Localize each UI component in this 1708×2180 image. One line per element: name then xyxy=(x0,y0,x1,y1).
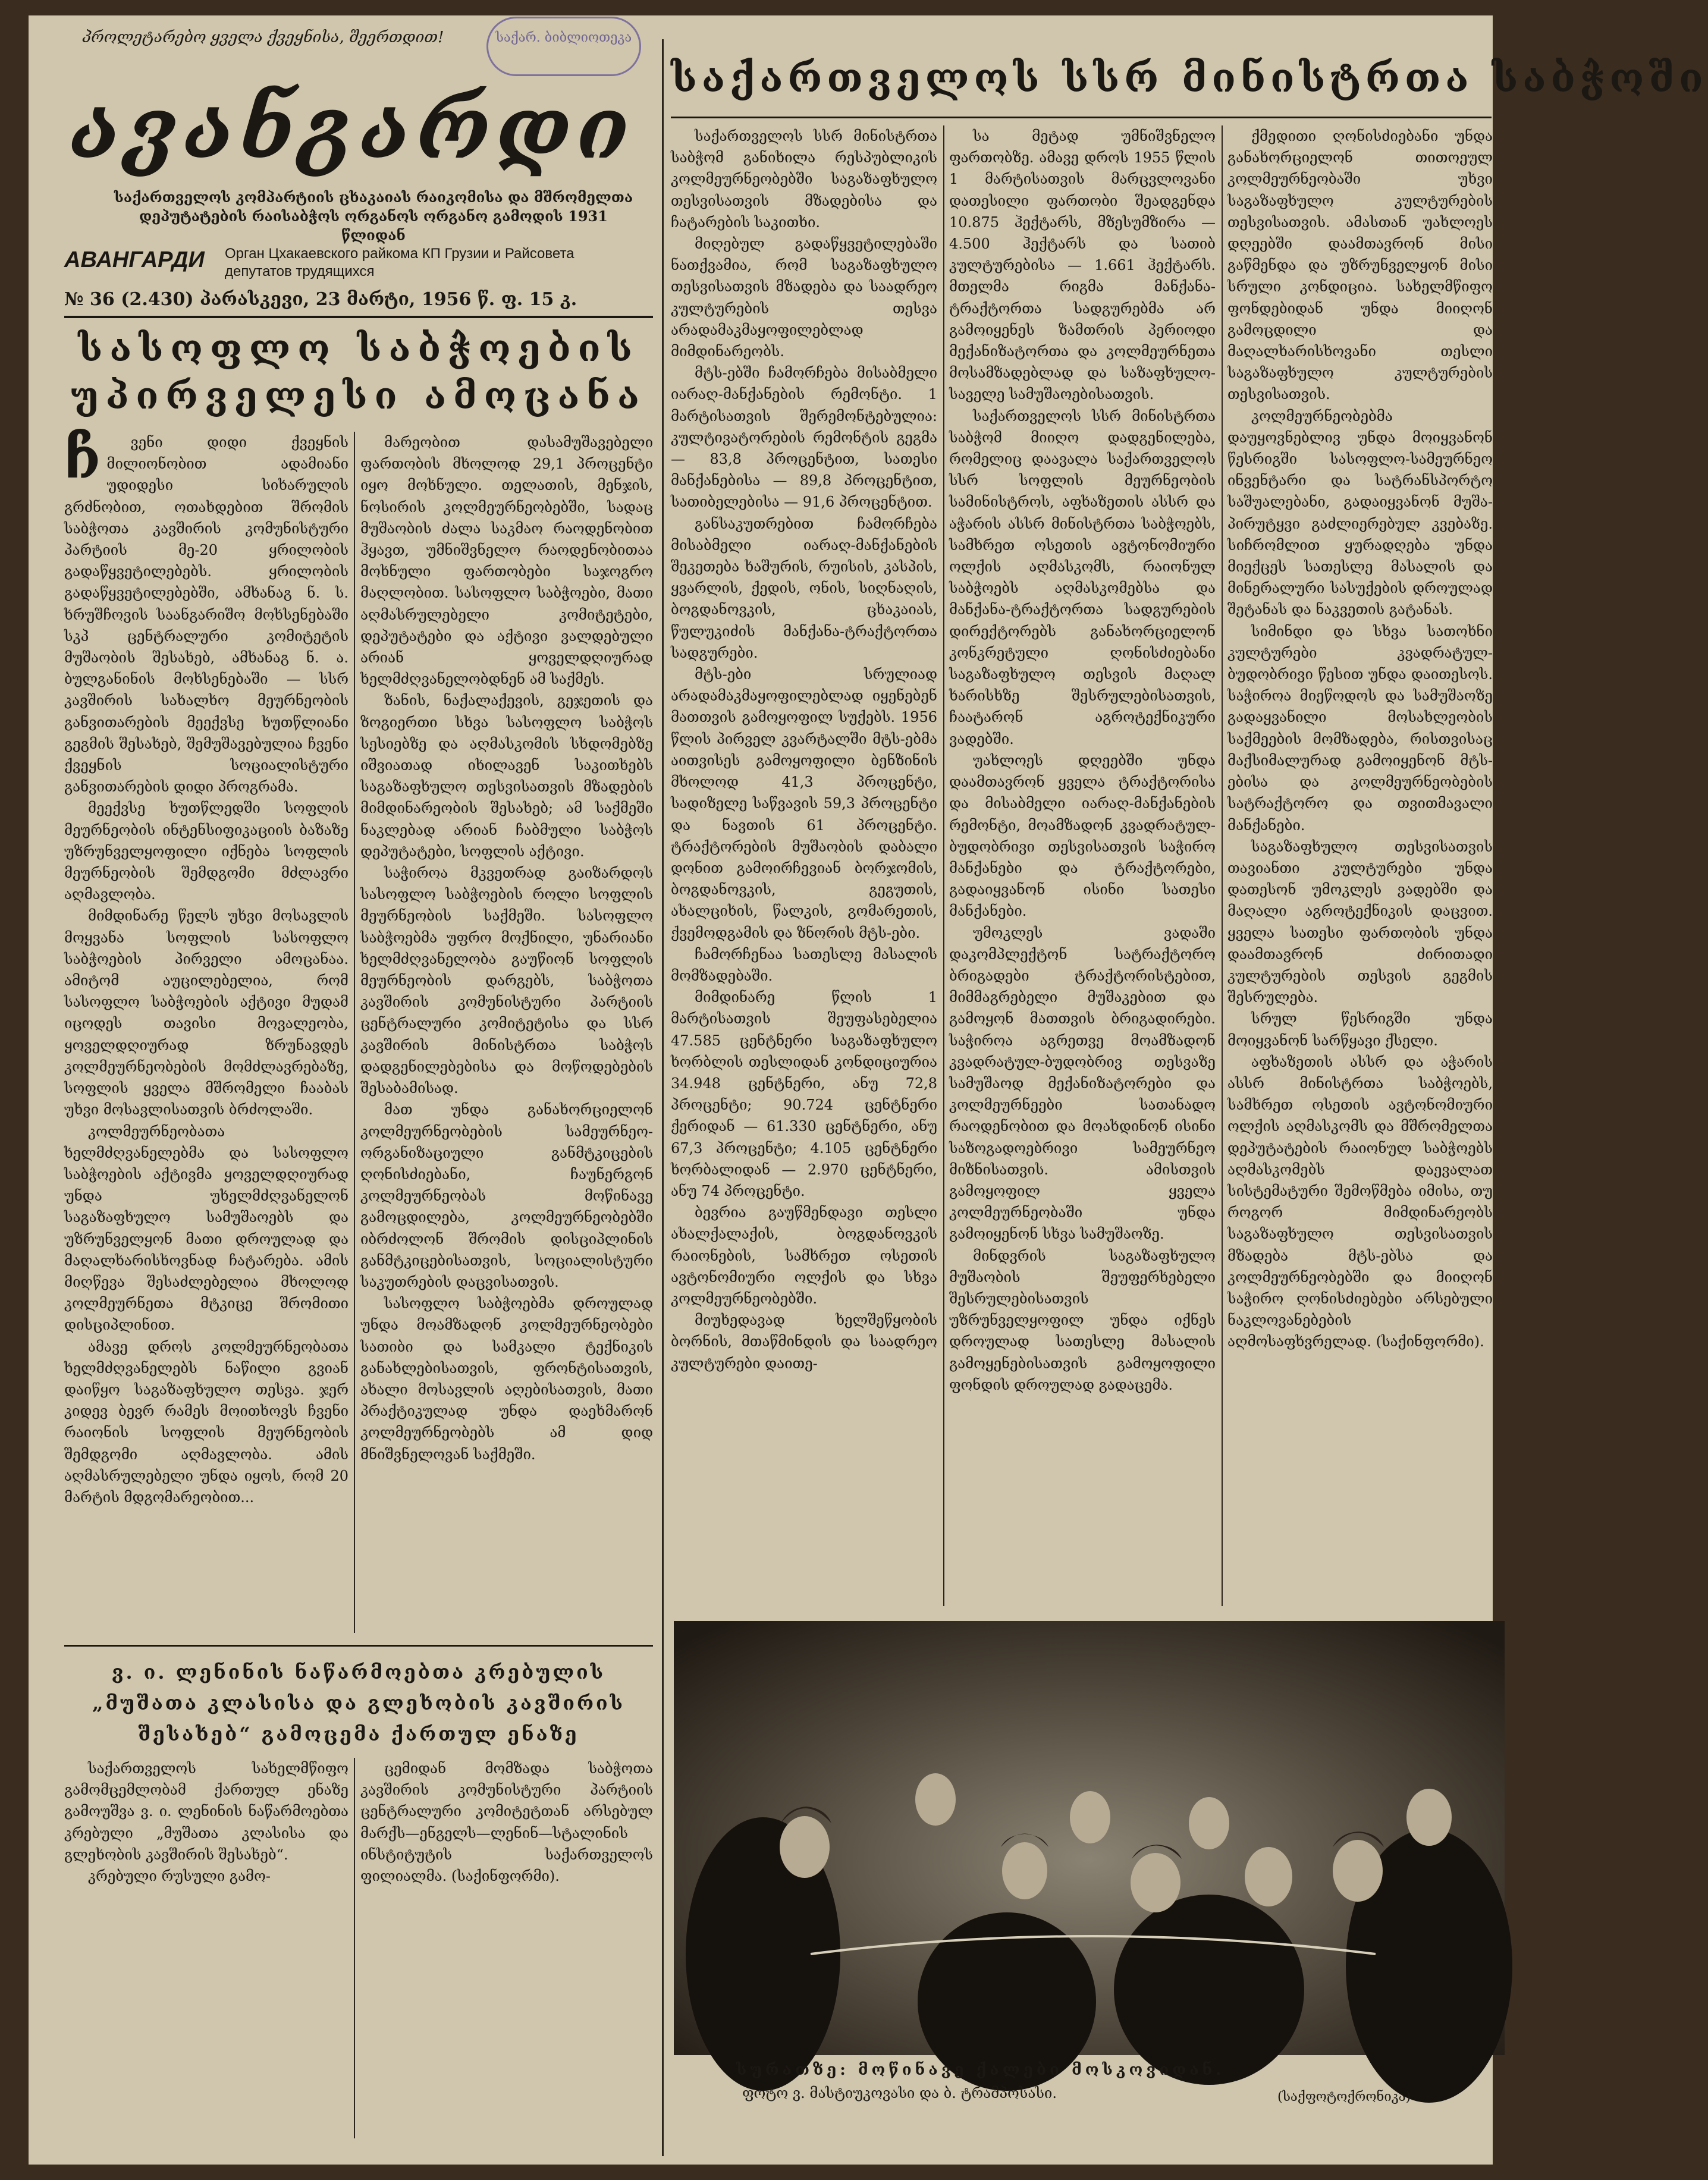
lead-article-paragraph: მათ უნდა განახორციელონ კოლმეურნეობების სამეურნეო-ორგანიზაციული განმტკიცების ღონისძიებანი, ჩაუნერგონ კოლმეურნეობას მოწინავე გამოცდილება, კოლმეურნეობებში იბრძოლონ შრომის დისციპლინის განმტკიცებისათვის, სოციალისტური საკუთრების დაცვისათვის. xyxy=(360,1101,653,1290)
header-rule xyxy=(64,316,653,318)
council-article-paragraph: ქმედითი ღონისძიებანი უნდა განახორციელონ თითოეულ კოლმეურნეობაში უხვი საგაზაფხულო კულტურების თესვისათვის. ამასთან უახლოეს დღეებში დაამთავრონ მისი გაწმენდა და უზრუნველყონ მისი სრული კონდიცია. სახელმწიფო ფონდებიდან უნდა მიიღონ გამოცდილი და მაღალხარისხოვანი თესლი საგაზაფხულო კულტურების თესვისათვის. xyxy=(1227,128,1493,403)
masthead-russian-subtitle: Орган Цхакаевского райкома КП Грузии и Райсовета депутатов трудящихся xyxy=(225,246,574,279)
lenin-article-paragraph: კრებული რუსული გამო- xyxy=(88,1868,271,1885)
council-article-paragraph: უახლოეს დღეებში უნდა დაამთავრონ ყველა ტრაქტორისა და მისაბმელი იარაღ-მანქანების რემონტი, მოამზადონ კვადრატულ-ბუდობრივი თესვისათვის საჭირო მანქანები და ტრაქტორები, გადაიყვანონ ისინი სათესი მანქანები. xyxy=(949,752,1216,920)
library-stamp xyxy=(486,17,641,76)
council-article-column-3 xyxy=(1227,125,1493,1606)
news-photo-image xyxy=(674,1621,1505,2055)
photo-source: (საქფოტოქრონიკა) xyxy=(1277,2090,1411,2104)
lenin-article-paragraph: საქართველოს სახელმწიფო გამომცემლობამ ქართულ ენაზე გამოუშვა ვ. ი. ლენინის ნაწარმოებთა კრებული „მუშათა კლასისა და გლეხობის კავშირის შესახებ“. xyxy=(64,1760,348,1863)
column-rule xyxy=(1222,125,1223,1606)
lead-article-paragraph: კოლმეურნეობათა ხელმძღვანელებმა და სასოფლო საბჭოების აქტივმა ყოველდღიურად უნდა უხელმძღვანელონ საგაზაფხულო სამუშაოებს და უზრუნველყონ მათი დროულად და მაღალხარისხოვნად ჩატარება. ამის მიღწევა შესაძლებელია მხოლოდ კოლმეურნეთა მტკიცე შრომითი დისციპლინით. xyxy=(64,1123,348,1334)
lenin-article-headline: ვ. ი. ლენინის ნაწარმოებთა კრებულის „მუშათა კლასისა და გლეხობის კავშირის შესახებ“ გამოცემა ქართულ ენაზე xyxy=(92,1661,625,1745)
lead-article-paragraph: მიმდინარე წელს უხვი მოსავლის მოყვანა სოფლის სასოფლო საბჭოების პირველი ამოცანაა. ამიტომ აუცილებელია, რომ სასოფლო საბჭოების აქტივი მუდამ იცოდეს თავისი მოვალეობა, ყოველდღიურად ზრუნავდეს კოლმეურნეობების მომძლავრებაზე, სოფლის ყველა მშრომელი ჩააბას უხვი მოსავლისათვის ბრძოლაში. xyxy=(64,907,348,1119)
council-article-paragraph: აფხაზეთის ასსრ და აჭარის ასსრ მინისტრთა საბჭოებს, სამხრეთ ოსეთის ავტონომიური ოლქის აღმასკომს და მშრომელთა დეპუტატების რაიონულ საბჭოებს აღმასკომებს დაევალათ სისტემატური შემოწმება იმისა, თუ როგორ მიმდინარეობს საგაზაფხულო თესვისათვის მზადება მტს-ებსა და კოლმეურნეობებში და მიიღონ საჭირო ღონისძიებები არსებული ნაკლოვანებების აღმოსაფხვრელად. (საქინფორმი). xyxy=(1227,1053,1493,1350)
council-article-column-1 xyxy=(671,125,937,1606)
lead-article-paragraph: ზანის, ნაქალაქევის, გეჯეთის და ზოგიერთი სხვა სასოფლო საბჭოს სესიებზე და აღმასკომის სხდომებზე იშვიათად იხილავენ საკითხებს საგაზაფხულო თესვისათვის მზადების მიმდინარეობის შესახებ; ამ საქმეში ნაკლებად არიან ჩაბმული საბჭოს დეპუტატები, სოფლის აქტივი. xyxy=(360,692,653,860)
council-article-paragraph: განსაკუთრებით ჩამორჩება მისაბმელი იარაღ-მანქანების შეკეთება ხაშურის, რუისის, კასპის, ყვარლის, ქედის, ონის, სიღნაღის, ბოგდანოვკის, ცხაკაიას, წულუკიძის მანქანა-ტრაქტორთა სადგურები. xyxy=(671,515,937,661)
council-article-paragraph: საგაზაფხულო თესვისათვის თავიანთი კულტურები უნდა დათესონ უმოკლეს ვადებში და მაღალი აგროტექნიკის დაცვით. ყველა სათესი ფართობის უნდა დაამთავრონ ძირითადი კულტურების თესვის გეგმის შესრულება. xyxy=(1227,838,1493,1006)
council-article-paragraph: მტს-ებში ჩამორჩება მისაბმელი იარაღ-მანქანების რემონტი. 1 მარტისათვის შერემონტებულია: კულტივატორების რემონტის გეგმა — 83,8 პროცენტით, სათესი მანქანებისა — 89,8 პროცენტით, სათიბელებისა — 91,6 პროცენტით. xyxy=(671,365,937,511)
lead-article-paragraph: სასოფლო საბჭოებმა დროულად უნდა მოამზადონ კოლმეურნეობები სათიბი და სამკალი ტექნიკის განახლებისათვის, ფრონტისათვის, ახალი მოსავლის აღებისათვის, მათი პრაქტიკულად უნდა დაეხმარონ კოლმეურნეობებს ამ დიდ მნიშვნელოვან საქმეში. xyxy=(360,1295,653,1463)
lead-article-paragraph: მარეობით დასამუშავებელი ფართობის მხოლოდ 29,1 პროცენტი იყო მოხნული. თელათის, მენჯის, ნოსირის კოლმეურნეობებში, სადაც მუშაობის ძალა საკმაო რაოდენობით ჰყავთ, უმნიშვნელო რაოდენობითაა მოხნული ფართობები საჯოგრო მაღლობით. სასოფლო საბჭოები, მათი აღმასრულებელი კომიტეტები, დეპუტატები და აქტივი ვალდებული არიან ყოველდღიურად ხელმძღვანელობდნენ ამ საქმეს. xyxy=(360,434,653,688)
article-divider xyxy=(64,1645,653,1647)
section-rule xyxy=(662,39,664,2156)
council-article-headline: საქართველოს სსრ მინისტრთა საბჭოში xyxy=(671,55,1708,101)
council-article-paragraph: სა მეტად უმნიშვნელო ფართობზე. ამავე დროს 1955 წლის 1 მარტისათვის მარცვლოვანი დათესილი ფართობი შეადგენდა 10.875 ჰექტარს, მზესუმზირა — 4.500 ჰექტარს და სათიბ კულტურებისა — 1.661 ჰექტარს. მთელმა რიგმა მანქანა-ტრაქტორთა სადგურებმა არ გამოიყენეს ზამთრის პერიოდი მექანიზატორთა და კოლმეურნეთა მოსამზადებლად და საზაფხულო-საველე სამუშაოებისათვის. xyxy=(949,128,1216,403)
photo-caption: სურათზე: მოწინავე ქალები მოსკოვიდან. xyxy=(736,2061,1225,2079)
council-article-paragraph: სიმინდი და სხვა სათოხნი კულტურები კვადრატულ-ბუდობრივი წესით უნდა დაითესოს. საჭიროა მიეწოდოს და სამუშაოზე გადაყვანილი მოსახლეობის საქმეების მომზადება, რისთვისაც მაქსიმალურად გამოიყენონ მტს-ებისა და კოლმეურნეობების სატრაქტორო და თვითმავალი მანქანები. xyxy=(1227,623,1493,834)
library-stamp-text: საქარ. ბიბლიოთეკა xyxy=(495,30,632,45)
column-rule xyxy=(354,1758,355,2138)
masthead-subtitle: საქართველოს კომპარტიის ცხაკაიას რაიკომისა და მშრომელთა დეპუტატების რაისაბჭოს ორგანოს ორგანო გამოდის 1931 წლიდან xyxy=(114,189,633,244)
council-article-paragraph: კოლმეურნეობებმა დაუყოვნებლივ უნდა მოიყვანონ წესრიგში სასოფლო-სამეურნეო ინვენტარი და სატრანსპორტო საშუალებანი, გადაიყვანონ მუშა-პირუტყვი გაძლიერებულ კვებაზე. სიჩრომლით ყურადღება უნდა მიექცეს სათესლე მასალის და მინერალური სასუქების დროულად შეტანას და ნაკვეთის გატანას. xyxy=(1227,407,1493,618)
lead-article-headline: სასოფლო საბჭოების უპირველესი ამოცანა xyxy=(71,326,646,417)
council-article-column-2 xyxy=(949,125,1216,1606)
slogan: პროლეტარებო ყველა ქვეყნისა, შეერთდით! xyxy=(82,29,444,46)
council-article-paragraph: საქართველოს სსრ მინისტრთა საბჭომ განიხილა რესპუბლიკის კოლმეურნეობებში საგაზაფხულო თესვისათვის მზადებისა და ჩატარების საკითხი. xyxy=(671,128,937,231)
masthead: ავანგარდი xyxy=(70,79,635,178)
council-article-paragraph: სრულ წესრიგში უნდა მოიყვანონ სარწყავი ქსელი. xyxy=(1227,1010,1493,1049)
council-article-paragraph: მინდვრის საგაზაფხულო მუშაობის შეუფერხებელი შესრულებისათვის უზრუნველყოფილ უნდა იქნეს დროულად სათესლე მასალის გამოყენებისათვის გამოყოფილი ფონდის დროულად გადაცემა. xyxy=(949,1247,1216,1393)
lenin-article-paragraph: ცემიდან მომზადა საბჭოთა კავშირის კომუნისტური პარტიის ცენტრალური კომიტეტთან არსებულ მარქს—ენგელს—ლენინ—სტალინის ინსტიტუტის საქართველოს ფილიალმა. (საქინფორმი). xyxy=(360,1760,653,1885)
lead-article-paragraph: მეექვსე ხუთწლედში სოფლის მეურნეობის ინტენსიფიკაციის ბაზაზე უზრუნველყოფილი იქნება სოფლის მეურნეობის შემდგომი მძლავრი აღმავლობა. xyxy=(64,800,348,903)
masthead-russian-title: АВАНГАРДИ xyxy=(64,247,205,272)
newspaper-page xyxy=(29,15,1708,2165)
council-article-paragraph: ჩამორჩენაა სათესლე მასალის მომზადებაში. xyxy=(671,945,937,984)
council-article-paragraph: ბევრია გაუწმენდავი თესლი ახალქალაქის, ბოგდანოვკის რაიონების, სამხრეთ ოსეთის ავტონომიური ოლქის და სხვა კოლმეურნეობებში. xyxy=(671,1204,937,1307)
headline-rule xyxy=(671,117,1492,118)
council-article-paragraph: მიმდინარე წლის 1 მარტისათვის შეუფასებელია 47.585 ცენტნერი საგაზაფხულო ხორბლის თესლიდან კონდიციურია 34.948 ცენტნერი, ანუ 72,8 პროცენტი; 90.724 ცენტნერი ქერიდან — 61.330 ცენტნერი, ანუ 67,3 პროცენტი; 4.105 ცენტნერი ხორბალიდან — 2.970 ცენტნერი, ანუ 74 პროცენტი. xyxy=(671,989,937,1199)
council-article-paragraph: მტს-ები სრულიად არადამაკმაყოფილებლად იყენებენ მათთვის გამოყოფილ სუქებს. 1956 წლის პირველ კვარტალში მტს-ებმა აითვისეს გამოყოფილი ბენზინის მხოლოდ 41,3 პროცენტი, სადიზელე საწვავის 59,3 პროცენტი და ნავთის 61 პროცენტი. ტრაქტორების მუშაობის დაბალი დონით გამოირჩევიან ბორჯომის, ბოგდანოვკის, გეგუთის, ახალციხის, წალკის, გომარეთის, ქვემოდგამის და ზნორის მტს-ები. xyxy=(671,666,937,941)
issue-line: № 36 (2.430) პარასკევი, 23 მარტი, 1956 წ. ფ. 15 კ. xyxy=(64,289,577,310)
lead-article-column-1 xyxy=(64,424,348,1633)
lead-article-column-2 xyxy=(360,432,653,1633)
council-article-paragraph: მიღებულ გადაწყვეტილებაში ნათქვამია, რომ საგაზაფხულო თესვისათვის მზადება და საადრეო კულტურების თესვა არადამაკმაყოფილებლად მიმდინარეობს. xyxy=(671,235,937,360)
lenin-article-column-1 xyxy=(64,1758,348,2156)
council-article-paragraph: მიუხედავად ხელშეწყობის ბორნის, მთაწმინდის და საადრეო კულტურები დაითე- xyxy=(671,1312,937,1372)
council-article-paragraph: უმოკლეს ვადაში დაკომპლექტონ სატრაქტორო ბრიგადები ტრაქტორისტებით, მიმმაგრებელი მუშაკებით და გამოყონ მათთვის ბრიგადირები. საჭიროა აგრეთვე მოამზადონ კვადრატულ-ბუდობრივ თესვაზე სამუშაოდ მექანიზატორები და კოლმეურნეები სათანადო რაოდენობით და მოახდინონ ისინი საზოგადოებრივი სამეურნეო მიზნისათვის. ამისთვის გამოყოფილ ყველა კოლმეურნეობაში უნდა გამოიყენონ სხვა სამუშაოზე. xyxy=(949,924,1216,1243)
council-article-paragraph: საქართველოს სსრ მინისტრთა საბჭომ მიიღო დადგენილება, რომელიც დაავალა საქართველოს სსრ სოფლის მეურნეობის სამინისტროს, აფხაზეთის ასსრ და აჭარის ასსრ მინისტრთა საბჭოებს, სამხრეთ ოსეთის ავტონომიური ოლქის აღმასკომს, რაიონულ საბჭოებს აღმასკომებსა და მანქანა-ტრაქტორთა სადგურების დირექტორებს განახორციელონ კონკრეტული ღონისძიებანი საგაზაფხულო თესვის მაღალ ხარისხზე შესრულებისათვის, ჩაატარონ აგროტექნიკური ვადებში. xyxy=(949,407,1216,747)
lead-article-paragraph: ვენი დიდი ქვეყნის მილიონობით ადამიანი უდიდესი სიხარულის გრძნობით, ოთახდებით შრომის საბჭოთა კავშირის კომუნისტური პარტიის მე-20 ყრილობის გადაწყვეტილებებს. ყრილობის გადაწყვეტილებებში, ამხანაგ ნ. ს. ხრუშჩოვის საანგარიშო მოხსენებაში სკპ ცენტრალური კომიტეტის მუშაობის შესახებ, ამხანაგ ნ. ა. ბულგანინის მოხსენებაში — სსრ კავშირის სახალხო მეურნეობის განვითარების მეექვსე ხუთწლიანი გეგმის შესახებ, შემუშავებულია ჩვენი ქვეყნის სოციალისტური განვითარების დიდი პროგრამა. xyxy=(64,434,348,796)
lead-article-paragraph: საჭიროა მკვეთრად გაიზარდოს სასოფლო საბჭოების როლი სოფლის მეურნეობის საქმეში. სასოფლო საბჭოებმა უფრო მოქნილი, უნარიანი ხელმძღვანელობა გაუწიონ სოფლის მეურნეობის დარგებს, საბჭოთა კავშირის კომუნისტური პარტიის ცენტრალური კომიტეტისა და სსრ კავშირის მინისტრთა საბჭოს დადგენილებებისა და მოწოდებების შესაბამისად. xyxy=(360,865,653,1097)
news-photo xyxy=(674,1621,1505,2055)
lead-article-paragraph: ამავე დროს კოლმეურნეობათა ხელმძღვანელებს ნაწილი გვიან დაიწყო საგაზაფხულო თესვა. ჯერ კიდევ ბევრ რამეს მოითხოვს ჩვენი რაიონის სოფლის მეურნეობის შემდგომი აღმავლობა. ამის აღმასრულებელი უნდა იყოს, რომ 20 მარტის მდგომარეობით... xyxy=(64,1338,348,1506)
photo-credit: ფოტო ვ. მასტიუკოვასი და ბ. ტრამპოსასი. xyxy=(742,2085,1057,2102)
column-rule xyxy=(943,125,944,1606)
lead-article-dropcap: ჩ xyxy=(64,424,101,491)
lenin-article-column-2 xyxy=(360,1758,653,2156)
column-rule xyxy=(354,432,355,1633)
